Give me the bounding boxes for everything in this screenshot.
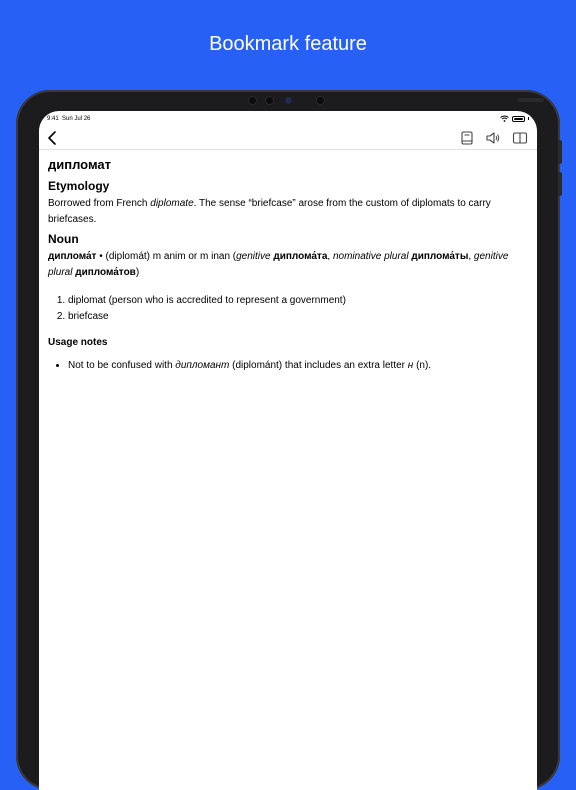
sense-item: 1. diplomat (person who is accredited to represent a government) [68, 293, 528, 309]
sensor-dot [266, 97, 273, 104]
status-time: 9:41 [47, 116, 59, 122]
etymology-text: Borrowed from French diplomate. The sense “briefcase” arose from the custom of diplomats to carry briefcases. [48, 198, 491, 225]
status-bar [39, 114, 537, 126]
usage-note-item: • Not to be confused with дипломант (diplománt) that includes an extra letter н (n). [68, 358, 528, 374]
sensor-dot [249, 97, 256, 104]
inflection-line: диплома́т • (diplomát) m anim or m inan (genitive диплома́та, nominative plural диплома́ты, genitive plural диплома́тов) [48, 251, 509, 278]
volume-button [558, 140, 562, 164]
inflection-headword: диплома́т [48, 251, 97, 262]
volume-button [558, 172, 562, 196]
wifi-icon [500, 115, 509, 122]
sensor-dot [317, 97, 324, 104]
noun-heading: Noun [48, 232, 79, 246]
tablet-frame [16, 90, 560, 790]
sense-item: 2. briefcase [68, 309, 528, 325]
battery-icon [512, 116, 525, 122]
promo-headline: Bookmark feature [209, 33, 367, 55]
nav-bar [39, 126, 537, 150]
etymology-term: diplomate [150, 198, 194, 209]
usage-notes-heading: Usage notes [48, 337, 108, 348]
dictionary-entry [48, 157, 528, 374]
genitive-form[interactable]: диплома́та [273, 251, 328, 262]
usage-notes-list [48, 358, 528, 374]
usage-note-term[interactable]: дипломант [175, 360, 230, 371]
battery-tip [528, 117, 529, 120]
entry-headword: дипломат [48, 157, 111, 172]
camera-lens [286, 98, 291, 103]
nominative-plural-form[interactable]: диплома́ты [411, 251, 469, 262]
genitive-plural-form[interactable]: диплома́тов [75, 267, 136, 278]
sense-list [48, 293, 528, 325]
open-book-icon[interactable] [512, 130, 528, 146]
speaker-icon[interactable] [485, 130, 501, 146]
chevron-left-icon[interactable] [45, 130, 61, 146]
status-indicators [500, 115, 529, 122]
etymology-heading: Etymology [48, 179, 110, 193]
book-icon[interactable] [459, 130, 475, 146]
status-date: Sun Jul 26 [62, 116, 91, 122]
app-screen [39, 111, 537, 790]
device-button [518, 98, 544, 102]
